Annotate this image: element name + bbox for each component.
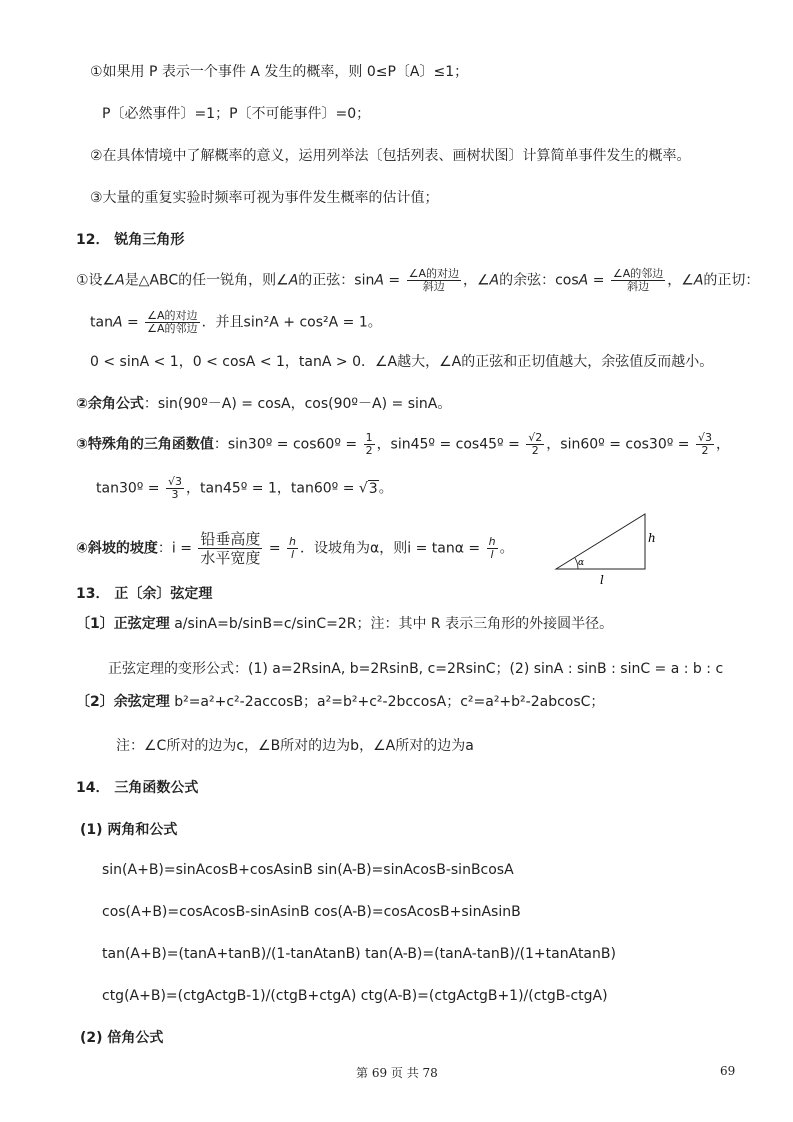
acute-angle-definition: ①设∠A是△ABC的任一锐角，则∠A的正弦：sinA = $\frac{\text{∠A的对边}}{\text{斜边}}$ ，∠A的余弦：cosA = $\frac{\text{∠A的邻边}}{\text{斜边}}$ ，∠A的正切： <box>76 267 760 293</box>
section-14-heading: 14． 三角函数公式 <box>76 780 199 796</box>
cosine-law: 〔2〕余弦定理 b²=a²+c²-2accosB；a²=b²+c²-2bccosA；c²=a²+b²-2abcosC； <box>76 694 605 710</box>
section-13-heading: 13． 正〔余〕弦定理 <box>76 586 213 602</box>
page-footer: 第 69 页 共 78 <box>356 1066 438 1080</box>
prob-rule-4: ③大量的重复实验时频率可视为事件发生概率的估计值； <box>90 190 439 206</box>
formula-cos-sum: cos(A+B)=cosAcosB-sinAsinB cos(A-B)=cosAcosB+sinAsinB <box>102 904 521 920</box>
slope-triangle-diagram <box>548 508 668 590</box>
special-values-2: tan30º = $\frac{√3}{3}$ ，tan45º = 1，tan60º = √3。 <box>96 475 393 501</box>
sum-formula-heading: (1) 两角和公式 <box>80 822 178 838</box>
sine-law-variant: 正弦定理的变形公式：(1) a=2RsinA, b=2RsinB, c=2RsinC；(2) sinA : sinB : sinC = a : b : c <box>108 661 724 677</box>
sin-fraction: $\frac{\text{∠A的对边}}{\text{斜边}}$ <box>408 267 459 293</box>
l-label: l <box>600 573 604 587</box>
range-statement: 0 < sinA < 1，0 < cosA < 1，tanA > 0．∠A越大，∠A的正弦和正切值越大，余弦值反而越小。 <box>90 354 714 370</box>
angle-side-note: 注：∠C所对的边为c，∠B所对的边为b，∠A所对的边为a <box>116 738 474 754</box>
alpha-label: α <box>578 558 585 568</box>
special-values-1: ③特殊角的三角函数值：sin30º = cos60º = $\frac{1}{2}$ ，sin45º = cos45º = $\frac{√2}{2}$ ，sin60º = cos30º = $\frac{√3}{2}$ ， <box>76 431 730 457</box>
prob-rule-1: ①如果用 P 表示一个事件 A 发生的概率，则 0≤P〔A〕≤1； <box>90 64 469 80</box>
double-angle-heading: (2) 倍角公式 <box>80 1030 164 1046</box>
prob-rule-2: P〔必然事件〕=1；P〔不可能事件〕=0； <box>102 106 371 122</box>
formula-tan-sum: tan(A+B)=(tanA+tanB)/(1-tanAtanB) tan(A-B)=(tanA-tanB)/(1+tanAtanB) <box>102 946 616 962</box>
page-number: 69 <box>720 1064 736 1078</box>
complementary-formula: ②余角公式：sin(90º－A) = cosA，cos(90º－A) = sinA。 <box>76 396 452 412</box>
formula-ctg-sum: ctg(A+B)=(ctgActgB-1)/(ctgB+ctgA) ctg(A-B)=(ctgActgB+1)/(ctgB-ctgA) <box>102 988 608 1004</box>
formula-sin-sum: sin(A+B)=sinAcosB+cosAsinB sin(A-B)=sinAcosB-sinBcosA <box>102 862 514 878</box>
section-12-heading: 12． 锐角三角形 <box>76 232 185 248</box>
tan-fraction: $\frac{\text{∠A的对边}}{\text{∠A的邻边}}$ <box>147 309 198 335</box>
tan-definition: tanA = $\frac{\text{∠A的对边}}{\text{∠A的邻边}}$ ．并且sin²A + cos²A = 1。 <box>90 309 382 335</box>
cos-fraction: $\frac{\text{∠A的邻边}}{\text{斜边}}$ <box>612 267 664 293</box>
prob-rule-3: ②在具体情境中了解概率的意义，运用列举法〔包括列表、画树状图〕计算简单事件发生的概率。 <box>90 148 691 164</box>
sine-law: 〔1〕正弦定理 a/sinA=b/sinB=c/sinC=2R；注：其中 R 表示三角形的外接圆半径。 <box>76 616 614 632</box>
h-label: h <box>648 531 656 545</box>
slope-formula: ④斜坡的坡度：i = $\frac{\text{铅垂高度}}{\text{水平宽度}}$ = $\frac{h}{l}$ ．设坡角为α，则i = tanα = $\frac{h}{l}$ 。 <box>76 530 514 567</box>
